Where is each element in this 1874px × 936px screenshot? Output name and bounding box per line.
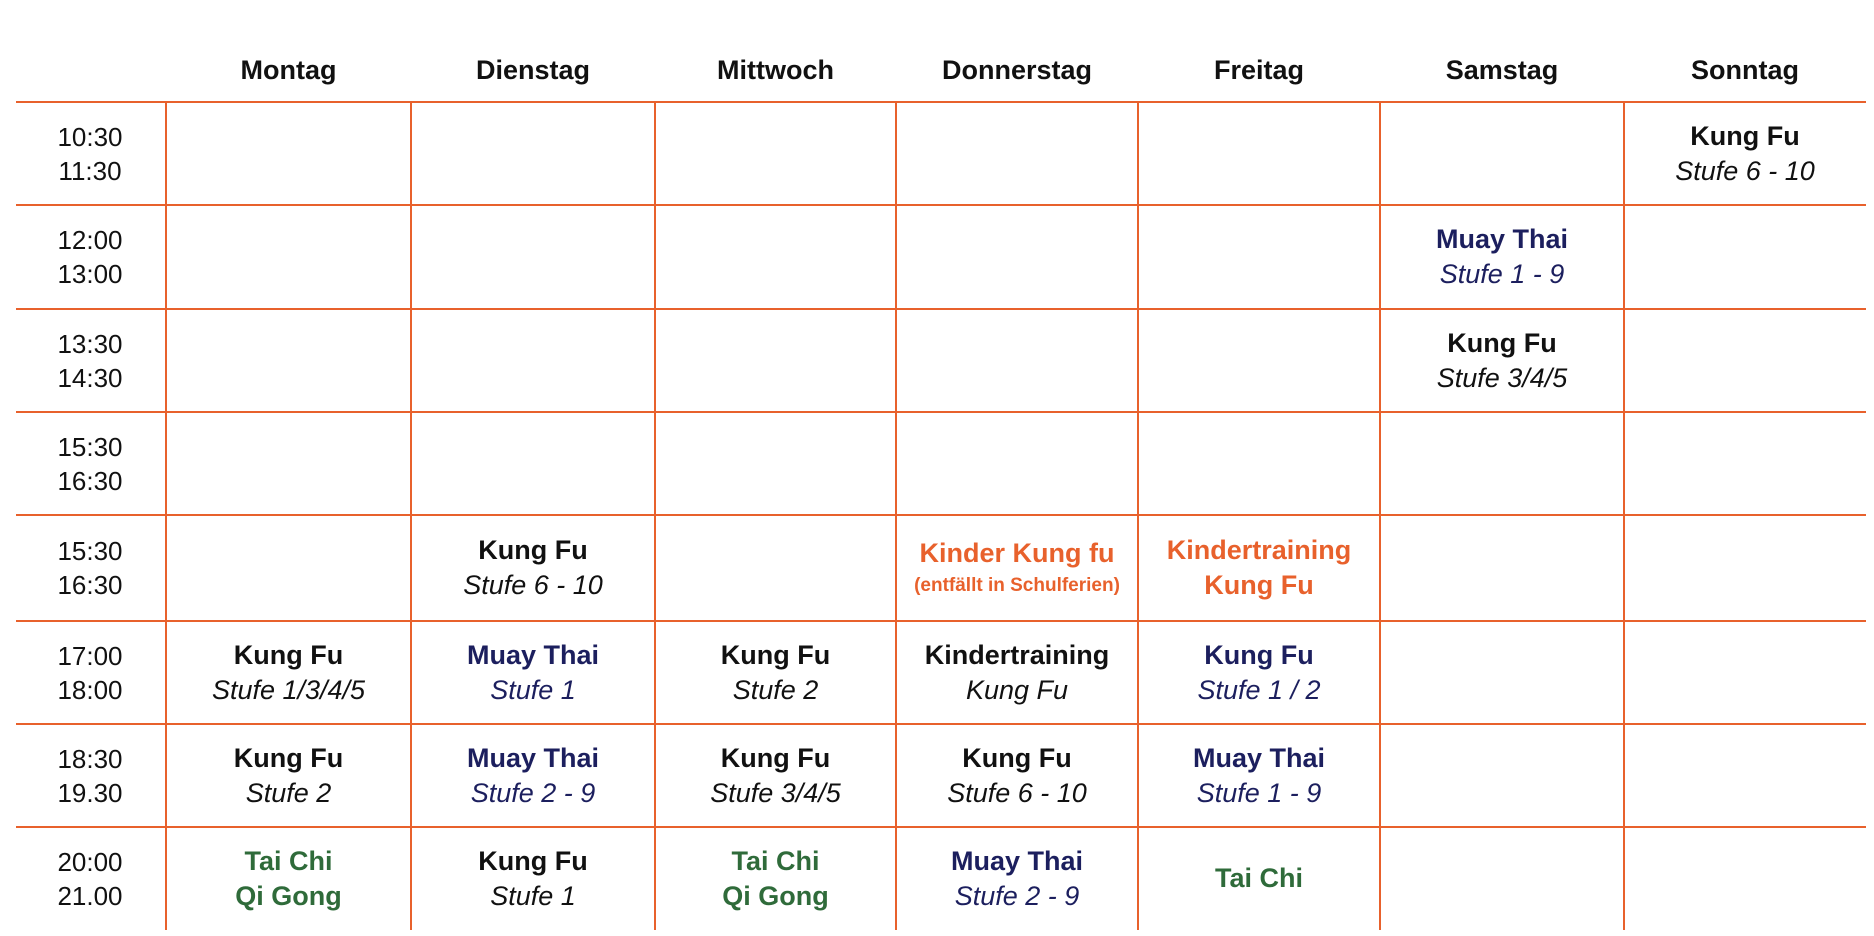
time-start: 15:30 [57,431,123,462]
class-name: Kung Fu [1690,120,1800,151]
class-name: Kindertraining [1166,535,1352,565]
class-cell [1138,827,1380,930]
time-slot [40,534,140,602]
class-cell [1380,205,1624,309]
class-cell [411,724,655,827]
class-name: Muay Thai [950,845,1084,876]
time-start: 15:30 [57,536,123,566]
time-end: 16:30 [57,570,123,600]
class-name: Kung Fu [962,742,1072,773]
class-name: Kung Fu [233,742,344,773]
time-start: 17:00 [57,640,123,671]
class-cell [166,724,411,827]
class-name: Muay Thai [466,639,600,670]
class-level: Stufe 3/4/5 [710,777,841,808]
class-name: Tai Chi [1214,863,1303,893]
class-level: Stufe 2 - 9 [954,880,1080,911]
time-slot [40,223,140,291]
day-header-donnerstag: Donnerstag [941,55,1093,85]
time-end: 13:00 [57,259,123,289]
day-header-montag: Montag [240,55,337,85]
time-start: 18:30 [57,743,123,774]
day-header-dienstag: Dienstag [475,55,591,85]
day-header-freitag: Freitag [1213,55,1305,85]
time-slot [40,742,140,810]
class-level: Stufe 6 - 10 [947,777,1087,808]
class-cell [411,827,655,930]
class-cell [896,827,1138,930]
class-name: Tai Chi [244,845,333,876]
class-level: Stufe 1 [490,674,576,705]
time-slot [40,327,140,395]
time-end: 14:30 [57,362,123,393]
day-header-samstag: Samstag [1445,55,1559,85]
time-end: 19.30 [57,777,123,808]
time-start: 20:00 [57,846,123,877]
class-cell [896,621,1138,724]
class-name: Qi Gong [235,880,342,911]
day-header-sonntag: Sonntag [1691,55,1799,85]
class-level: Stufe 1 / 2 [1197,674,1321,705]
class-cell [896,724,1138,827]
day-header-mittwoch: Mittwoch [717,55,834,85]
class-cell [1138,621,1380,724]
class-level: Stufe 1 [490,880,576,911]
class-name: Kung Fu [720,742,831,773]
class-level: Stufe 3/4/5 [1436,362,1568,393]
class-cell [655,724,896,827]
time-slot [40,120,140,188]
class-cell [1138,724,1380,827]
time-slot [40,845,140,913]
time-end: 16:30 [57,465,123,496]
class-name: Kung Fu [233,639,344,670]
class-name: Kinder Kung fu [919,537,1115,568]
class-name: Tai Chi [731,845,820,876]
time-end: 21.00 [57,880,123,911]
class-cell [411,621,655,724]
class-name: Kung Fu [478,535,588,565]
class-cell [166,827,411,930]
class-cell [896,515,1138,621]
time-start: 10:30 [57,121,123,152]
class-level: Stufe 6 - 10 [1675,155,1815,186]
class-level: Stufe 2 [732,674,819,705]
class-name: Kindertraining [924,639,1110,670]
class-name: Muay Thai [1435,224,1569,254]
class-level: Stufe 6 - 10 [463,570,603,600]
class-name: Kung Fu [1447,327,1557,358]
class-name: Qi Gong [722,880,829,911]
grid-row-divider [16,101,1866,103]
class-cell [1624,102,1866,205]
class-name: Kung Fu [1204,570,1314,600]
class-name: Kung Fu [1204,639,1314,670]
class-level: Kung Fu [965,674,1069,705]
class-level: Stufe 1 - 9 [1439,259,1565,289]
class-cell [411,515,655,621]
class-name: Kung Fu [720,639,831,670]
time-start: 13:30 [57,328,123,359]
class-cell [655,827,896,930]
time-end: 18:00 [57,674,123,705]
time-slot [40,430,140,498]
class-name: Muay Thai [1192,742,1326,773]
time-end: 11:30 [58,155,122,186]
class-level: Stufe 2 [245,777,332,808]
class-cell [655,621,896,724]
class-level: Stufe 1/3/4/5 [211,674,366,705]
class-cell [166,621,411,724]
class-level: Stufe 2 - 9 [470,777,596,808]
class-level: Stufe 1 - 9 [1196,777,1322,808]
time-start: 12:00 [57,225,123,255]
class-name: Kung Fu [478,845,588,876]
time-slot [40,639,140,707]
class-cell [1138,515,1380,621]
class-name: Muay Thai [466,742,600,773]
class-note: (entfällt in Schulferien) [914,574,1120,596]
class-cell [1380,309,1624,412]
